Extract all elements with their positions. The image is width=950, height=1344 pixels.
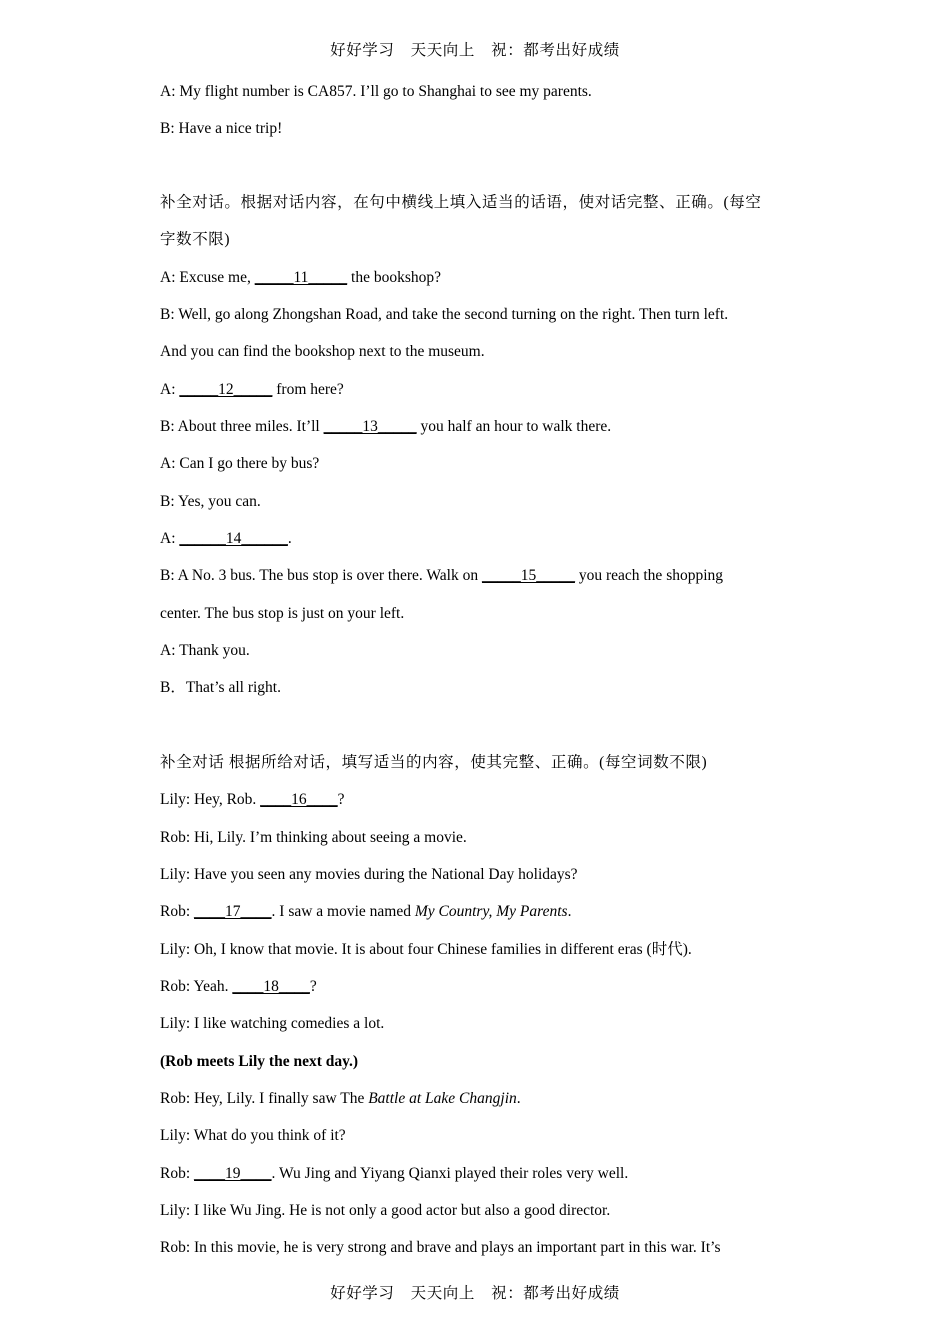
dialogue-line bbox=[160, 417, 611, 437]
line-text: Lily: Hey, Rob. bbox=[160, 791, 261, 808]
line-text: ? bbox=[309, 978, 317, 995]
dialogue-line: A: My flight number is CA857. I’ll go to Shanghai to see my parents. bbox=[160, 83, 592, 100]
blank-11[interactable]: _____11_____ bbox=[254, 269, 348, 286]
dialogue-line bbox=[160, 1089, 521, 1109]
blank-13[interactable]: _____13_____ bbox=[323, 418, 417, 435]
dialogue-line: B: Have a nice trip! bbox=[160, 120, 283, 137]
blank-19[interactable]: ____19____ bbox=[194, 1165, 272, 1182]
page-footer: 好好学习 天天向上 祝：都考出好成绩 bbox=[330, 1285, 620, 1302]
line-text: you reach the shopping bbox=[574, 567, 724, 584]
section-instruction: 补全对话。根据对话内容，在句中横线上填入适当的话语，使对话完整、正确。(每空 bbox=[160, 194, 762, 211]
dialogue-line bbox=[160, 566, 723, 586]
page-header: 好好学习 天天向上 祝：都考出好成绩 bbox=[330, 42, 620, 59]
movie-title: Battle at Lake Changjin bbox=[368, 1090, 517, 1107]
dialogue-line: Lily: Have you seen any movies during the National Day holidays? bbox=[160, 866, 578, 883]
line-text: A: bbox=[160, 530, 180, 547]
dialogue-line: Lily: Oh, I know that movie. It is about four Chinese families in different eras (时代). bbox=[160, 941, 692, 958]
blank-15[interactable]: _____15_____ bbox=[481, 567, 575, 584]
line-text: . bbox=[516, 1090, 521, 1107]
blank-12[interactable]: _____12_____ bbox=[179, 381, 273, 398]
section-instruction: 补全对话 根据所给对话，填写适当的内容，使其完整、正确。(每空词数不限) bbox=[160, 754, 708, 771]
dialogue-line bbox=[160, 529, 292, 549]
dialogue-line bbox=[160, 380, 344, 400]
dialogue-line: A: Can I go there by bus? bbox=[160, 455, 320, 472]
line-text: ? bbox=[337, 791, 345, 808]
blank-18[interactable]: ____18____ bbox=[232, 978, 310, 995]
line-text: A: Excuse me, bbox=[160, 269, 255, 286]
line-text: B: About three miles. It’ll bbox=[160, 418, 324, 435]
movie-title: My Country, My Parents bbox=[414, 903, 568, 920]
blank-16[interactable]: ____16____ bbox=[260, 791, 338, 808]
line-text: Rob: bbox=[160, 903, 195, 920]
line-text: Rob: Hey, Lily. I finally saw The bbox=[160, 1090, 369, 1107]
blank-14[interactable]: ______14______ bbox=[179, 530, 288, 547]
line-text: the bookshop? bbox=[347, 269, 441, 286]
dialogue-line bbox=[160, 268, 441, 288]
dialogue-line: Lily: I like watching comedies a lot. bbox=[160, 1015, 385, 1032]
blank-17[interactable]: ____17____ bbox=[194, 903, 272, 920]
dialogue-line bbox=[160, 1164, 628, 1184]
dialogue-line: Rob: Hi, Lily. I’m thinking about seeing a movie. bbox=[160, 829, 467, 846]
dialogue-line: And you can find the bookshop next to the museum. bbox=[160, 343, 485, 360]
dialogue-line: Lily: I like Wu Jing. He is not only a good actor but also a good director. bbox=[160, 1202, 611, 1219]
line-text: Rob: bbox=[160, 1165, 195, 1182]
line-text: . I saw a movie named bbox=[271, 903, 415, 920]
line-text: Rob: Yeah. bbox=[160, 978, 233, 995]
line-text: A: bbox=[160, 381, 180, 398]
dialogue-line: B: Well, go along Zhongshan Road, and take the second turning on the right. Then turn left. bbox=[160, 306, 729, 323]
line-text: from here? bbox=[272, 381, 344, 398]
dialogue-line: center. The bus stop is just on your left. bbox=[160, 605, 405, 622]
section-instruction: 字数不限) bbox=[160, 231, 231, 248]
dialogue-line: B: Yes, you can. bbox=[160, 493, 261, 510]
dialogue-line bbox=[160, 902, 571, 922]
dialogue-line: Lily: What do you think of it? bbox=[160, 1127, 346, 1144]
dialogue-line: B．That’s all right. bbox=[160, 679, 281, 696]
dialogue-line bbox=[160, 977, 317, 997]
line-text: . bbox=[567, 903, 572, 920]
dialogue-line bbox=[160, 790, 345, 810]
line-text: . bbox=[287, 530, 292, 547]
line-text: B: A No. 3 bus. The bus stop is over there. Walk on bbox=[160, 567, 482, 584]
scene-note: (Rob meets Lily the next day.) bbox=[160, 1053, 359, 1070]
dialogue-line: A: Thank you. bbox=[160, 642, 250, 659]
line-text: . Wu Jing and Yiyang Qianxi played their roles very well. bbox=[271, 1165, 629, 1182]
line-text: you half an hour to walk there. bbox=[416, 418, 612, 435]
dialogue-line: Rob: In this movie, he is very strong and brave and plays an important part in this war. It’s bbox=[160, 1239, 721, 1256]
